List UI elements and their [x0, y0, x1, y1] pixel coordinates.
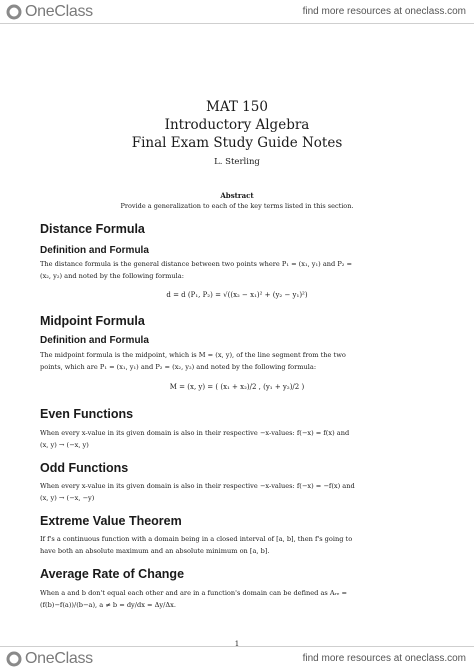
paragraph-line: The distance formula is the general distance between two points where P₁ = (x₁, y₁) and P₂ =: [40, 260, 353, 268]
paragraph-distance: [40, 258, 434, 282]
paragraph-line: When every x-value in its given domain is also in their respective −x-values: f(−x) = −f(x) and: [40, 482, 355, 490]
oneclass-logo-icon: [6, 4, 22, 20]
resources-link[interactable]: find more resources at oneclass.com: [302, 6, 466, 17]
document-subtitle: Final Exam Study Guide Notes: [131, 135, 343, 151]
paragraph-midpoint: [40, 349, 434, 373]
abstract-heading: Abstract: [220, 191, 254, 200]
paragraph-line: If f's a continuous function with a domain being in a closed interval of [a, b], then f's going to: [40, 535, 353, 543]
paragraph-even: [40, 427, 434, 451]
paragraph-line: have both an absolute maximum and an absolute minimum on [a, b].: [40, 547, 270, 555]
course-name: Introductory Algebra: [164, 117, 310, 133]
document-title: [40, 98, 434, 152]
section-heading-average-rate: Average Rate of Change: [40, 567, 185, 581]
brand-name: OneClass: [25, 649, 93, 667]
author: L. Sterling: [214, 157, 260, 167]
paragraph-line: (f(b)−f(a))/(b−a), a ≠ b = dy/dx = Δy/Δx.: [40, 601, 176, 609]
subheading-midpoint: Definition and Formula: [40, 335, 149, 346]
bottom-banner: [0, 646, 474, 670]
paragraph-line: (x, y) → (−x, −y): [40, 494, 95, 502]
section-heading-even: Even Functions: [40, 407, 134, 421]
top-banner: [0, 0, 474, 24]
resources-link[interactable]: find more resources at oneclass.com: [302, 653, 466, 664]
paragraph-line: points, which are P₁ = (x₁, y₁) and P₂ = (x₂, y₂) and noted by the following formula:: [40, 363, 317, 371]
paragraph-average-rate: [40, 587, 434, 611]
paragraph-line: (x, y) → (−x, y): [40, 441, 89, 449]
paragraph-extreme-value: [40, 533, 434, 557]
paragraph-line: The midpoint formula is the midpoint, which is M = (x, y), of the line segment from the two: [40, 351, 346, 359]
brand[interactable]: [6, 650, 93, 668]
brand-name: OneClass: [25, 2, 93, 20]
section-heading-midpoint: Midpoint Formula: [40, 314, 145, 328]
equation-midpoint: M = (x, y) = ( (x₁ + x₂)/2 , (y₁ + y₂)/2 ): [169, 383, 305, 391]
oneclass-logo-icon: [6, 651, 22, 667]
paragraph-line: When a and b don't equal each other and are in a function's domain can be defined as Aᵣₑ =: [40, 589, 348, 597]
subheading-distance: Definition and Formula: [40, 245, 149, 256]
paragraph-line: When every x-value in its given domain is also in their respective −x-values: f(−x) = f(x) and: [40, 429, 350, 437]
course-code: MAT 150: [206, 99, 268, 115]
brand[interactable]: [6, 3, 93, 21]
section-heading-extreme-value: Extreme Value Theorem: [40, 514, 182, 528]
paragraph-odd: [40, 480, 434, 504]
equation-distance: d = d (P₁, P₂) = √((x₂ − x₁)² + (y₂ − y₁)²): [166, 291, 308, 299]
section-heading-odd: Odd Functions: [40, 461, 129, 475]
abstract-body: Provide a generalization to each of the key terms listed in this section.: [120, 202, 354, 210]
section-heading-distance: Distance Formula: [40, 222, 145, 236]
page-number: 1: [234, 640, 240, 648]
paragraph-line: (x₂, y₂) and noted by the following formula:: [40, 272, 184, 280]
